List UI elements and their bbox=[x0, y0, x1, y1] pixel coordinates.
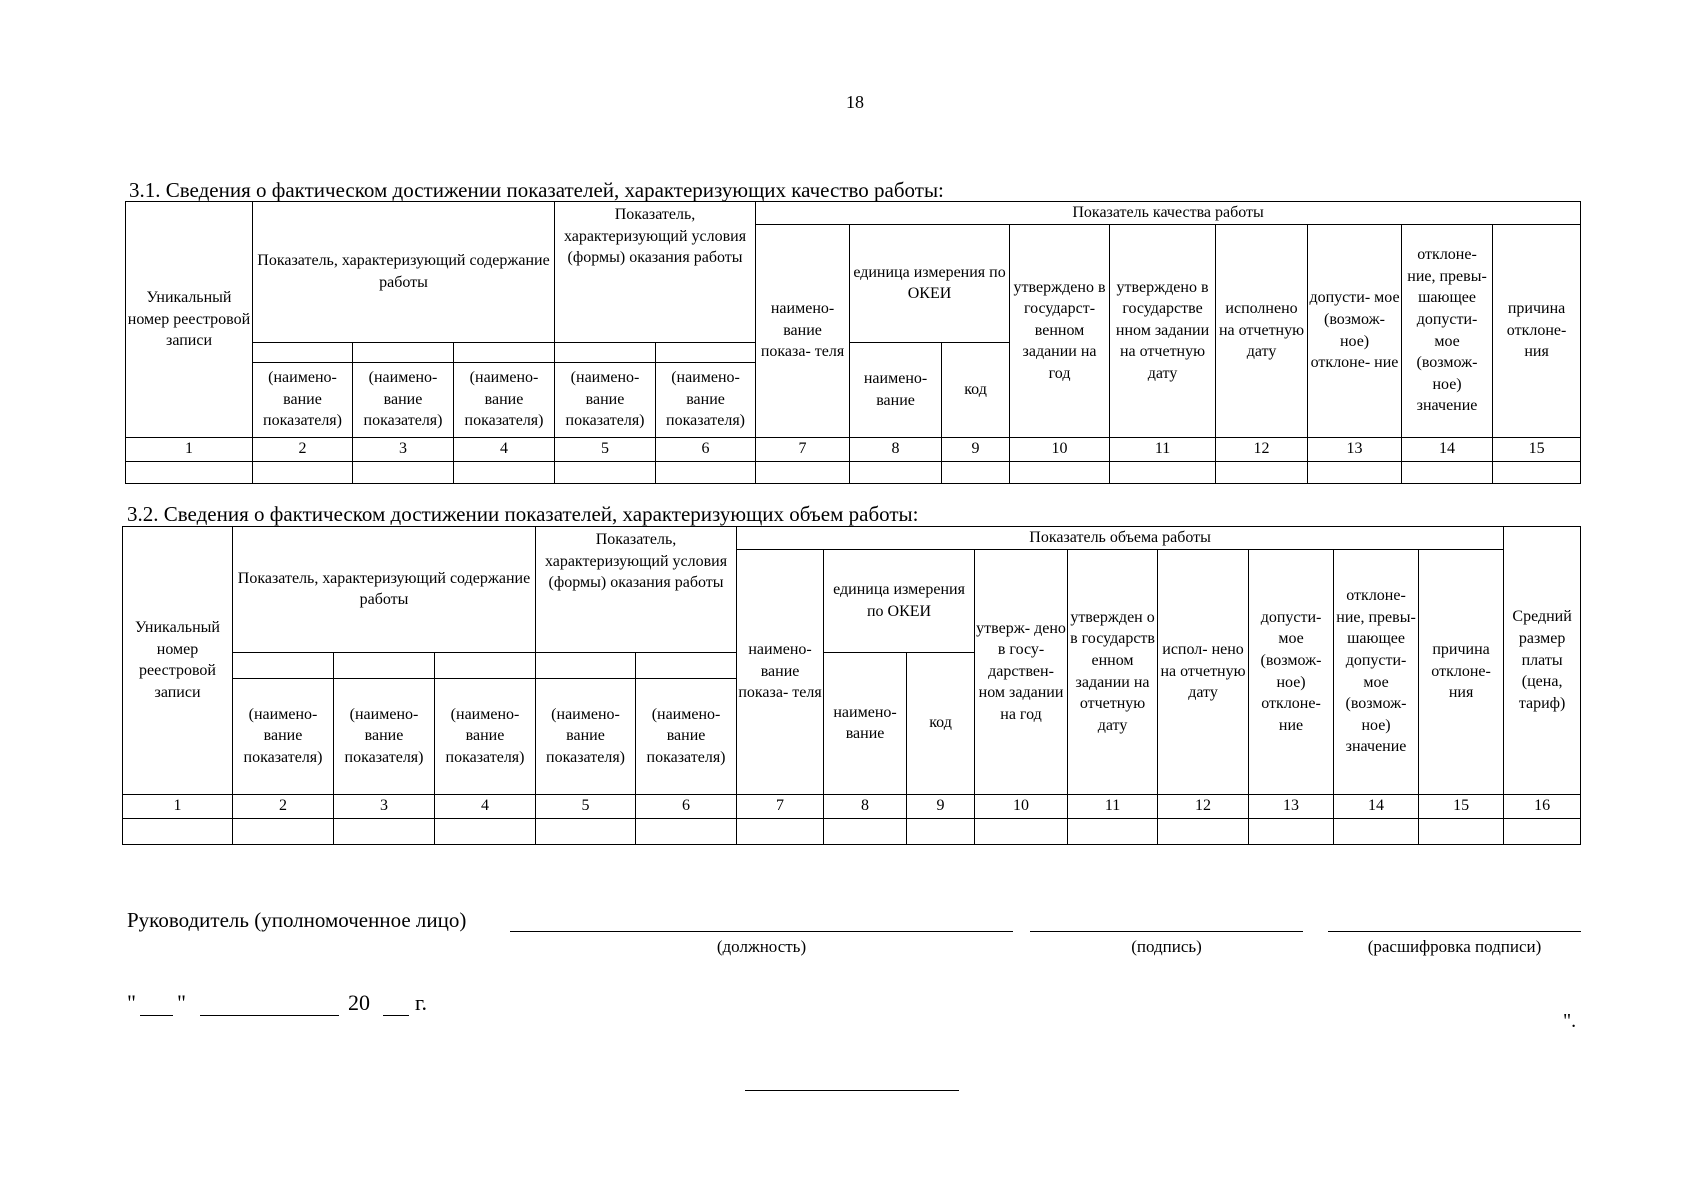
data-cell[interactable] bbox=[1504, 818, 1581, 844]
header-condition-indicator: Показатель, характеризующий условия (формы) оказания работы bbox=[536, 527, 737, 653]
condition-sub-blank bbox=[656, 342, 756, 362]
year-line[interactable] bbox=[383, 1015, 409, 1016]
data-cell[interactable] bbox=[1158, 818, 1249, 844]
data-cell[interactable] bbox=[536, 818, 636, 844]
content-sub-name: (наимено- вание показателя) bbox=[334, 678, 435, 794]
column-number: 10 bbox=[1010, 437, 1110, 461]
content-sub-blank bbox=[334, 652, 435, 678]
data-cell[interactable] bbox=[334, 818, 435, 844]
position-line[interactable] bbox=[510, 931, 1013, 932]
column-number: 15 bbox=[1493, 437, 1581, 461]
data-cell[interactable] bbox=[1110, 461, 1216, 483]
content-sub-blank bbox=[353, 342, 454, 362]
closing-mark: ". bbox=[1563, 1010, 1577, 1032]
decryption-line[interactable] bbox=[1328, 931, 1581, 932]
column-number: 4 bbox=[435, 794, 536, 818]
data-cell[interactable] bbox=[253, 461, 353, 483]
column-number: 3 bbox=[334, 794, 435, 818]
day-line[interactable] bbox=[140, 1015, 173, 1016]
column-number: 9 bbox=[942, 437, 1010, 461]
section-3-1-title: 3.1. Сведения о фактическом достижении показателей, характеризующих качество работы: bbox=[129, 178, 944, 202]
column-number: 7 bbox=[756, 437, 850, 461]
data-cell[interactable] bbox=[1068, 818, 1158, 844]
header-reason: причина отклоне- ния bbox=[1493, 224, 1581, 437]
header-unit: единица измерения по ОКЕИ bbox=[824, 549, 975, 652]
end-divider bbox=[745, 1090, 959, 1091]
column-number: 16 bbox=[1504, 794, 1581, 818]
data-cell[interactable] bbox=[126, 461, 253, 483]
column-number: 12 bbox=[1216, 437, 1308, 461]
section-3-2-title: 3.2. Сведения о фактическом достижении показателей, характеризующих объем работы: bbox=[127, 502, 919, 526]
data-cell[interactable] bbox=[656, 461, 756, 483]
data-cell[interactable] bbox=[1334, 818, 1419, 844]
header-executed: испол- нено на отчетную дату bbox=[1158, 549, 1249, 794]
quality-table bbox=[125, 201, 1581, 484]
content-sub-blank bbox=[253, 342, 353, 362]
condition-sub-name: (наимено- вание показателя) bbox=[656, 362, 756, 437]
date-quote-open: " bbox=[127, 990, 136, 1015]
condition-sub-blank bbox=[636, 652, 737, 678]
header-indicator-name: наимено- вание показа- теля bbox=[737, 549, 824, 794]
condition-sub-name: (наимено- вание показателя) bbox=[636, 678, 737, 794]
signature-label: Руководитель (уполномоченное лицо) bbox=[127, 908, 467, 932]
data-cell[interactable] bbox=[1493, 461, 1581, 483]
header-approved-date: утверждено в государстве нном задании на отчетную дату bbox=[1110, 224, 1216, 437]
data-cell[interactable] bbox=[233, 818, 334, 844]
year-prefix: 20 bbox=[348, 990, 370, 1015]
header-approved-year: утверждено в государст- венном задании на год bbox=[1010, 224, 1110, 437]
column-number: 10 bbox=[975, 794, 1068, 818]
table-row bbox=[126, 461, 1581, 483]
page-number: 18 bbox=[846, 92, 864, 112]
header-allowed-deviation: допусти- мое (возмож- ное) отклоне- ние bbox=[1249, 549, 1334, 794]
column-number: 14 bbox=[1334, 794, 1419, 818]
condition-sub-blank bbox=[536, 652, 636, 678]
condition-sub-name: (наимено- вание показателя) bbox=[536, 678, 636, 794]
data-cell[interactable] bbox=[555, 461, 656, 483]
header-allowed-deviation: допусти- мое (возмож- ное) отклоне- ние bbox=[1308, 224, 1402, 437]
signature-line[interactable] bbox=[1030, 931, 1303, 932]
column-number: 13 bbox=[1249, 794, 1334, 818]
condition-sub-blank bbox=[555, 342, 656, 362]
data-cell[interactable] bbox=[942, 461, 1010, 483]
year-suffix: г. bbox=[415, 990, 428, 1015]
column-number: 1 bbox=[123, 794, 233, 818]
header-unit: единица измерения по ОКЕИ bbox=[850, 224, 1010, 342]
header-approved-year: утверж- дено в госу- дарствен- ном задании на год bbox=[975, 549, 1068, 794]
column-number: 3 bbox=[353, 437, 454, 461]
header-unique-number: Уникальный номер реестровой записи bbox=[123, 527, 233, 795]
table-row bbox=[123, 818, 1581, 844]
content-sub-name: (наимено- вание показателя) bbox=[435, 678, 536, 794]
data-cell[interactable] bbox=[1249, 818, 1334, 844]
content-sub-blank bbox=[233, 652, 334, 678]
header-unit-code: код bbox=[942, 342, 1010, 437]
header-unit-code: код bbox=[907, 652, 975, 794]
column-number: 15 bbox=[1419, 794, 1504, 818]
column-number: 13 bbox=[1308, 437, 1402, 461]
column-number: 5 bbox=[555, 437, 656, 461]
header-volume-group: Показатель объема работы bbox=[737, 527, 1504, 550]
header-executed: исполнено на отчетную дату bbox=[1216, 224, 1308, 437]
column-number: 6 bbox=[656, 437, 756, 461]
header-exceeding-deviation: отклоне- ние, превы- шающее допусти- мое (возмож- ное) значение bbox=[1402, 224, 1493, 437]
header-unit-name: наимено- вание bbox=[824, 652, 907, 794]
data-cell[interactable] bbox=[353, 461, 454, 483]
data-cell[interactable] bbox=[907, 818, 975, 844]
header-unique-number: Уникальный номер реестровой записи bbox=[126, 202, 253, 438]
data-cell[interactable] bbox=[850, 461, 942, 483]
volume-table bbox=[122, 526, 1581, 845]
data-cell[interactable] bbox=[1308, 461, 1402, 483]
column-number: 6 bbox=[636, 794, 737, 818]
condition-sub-name: (наимено- вание показателя) bbox=[555, 362, 656, 437]
content-sub-name: (наимено- вание показателя) bbox=[253, 362, 353, 437]
content-sub-name: (наимено- вание показателя) bbox=[353, 362, 454, 437]
column-number: 14 bbox=[1402, 437, 1493, 461]
data-cell[interactable] bbox=[1402, 461, 1493, 483]
header-quality-group: Показатель качества работы bbox=[756, 202, 1581, 225]
column-number: 8 bbox=[850, 437, 942, 461]
date-quote-close: " bbox=[177, 990, 186, 1015]
header-unit-name: наимено- вание bbox=[850, 342, 942, 437]
signature-caption: (подпись) bbox=[1131, 937, 1202, 956]
header-content-indicator: Показатель, характеризующий содержание работы bbox=[233, 527, 536, 653]
column-number: 12 bbox=[1158, 794, 1249, 818]
column-number: 11 bbox=[1110, 437, 1216, 461]
month-line[interactable] bbox=[200, 1015, 339, 1016]
column-number: 7 bbox=[737, 794, 824, 818]
data-cell[interactable] bbox=[636, 818, 737, 844]
column-number: 2 bbox=[253, 437, 353, 461]
data-cell[interactable] bbox=[123, 818, 233, 844]
position-caption: (должность) bbox=[716, 937, 807, 956]
header-indicator-name: наимено- вание показа- теля bbox=[756, 224, 850, 437]
data-cell[interactable] bbox=[756, 461, 850, 483]
header-average-fee: Средний размер платы (цена, тариф) bbox=[1504, 527, 1581, 795]
data-cell[interactable] bbox=[1419, 818, 1504, 844]
decryption-caption: (расшифровка подписи) bbox=[1367, 937, 1542, 956]
data-cell[interactable] bbox=[435, 818, 536, 844]
content-sub-name: (наимено- вание показателя) bbox=[454, 362, 555, 437]
content-sub-blank bbox=[435, 652, 536, 678]
column-number: 8 bbox=[824, 794, 907, 818]
data-cell[interactable] bbox=[1010, 461, 1110, 483]
data-cell[interactable] bbox=[975, 818, 1068, 844]
column-number: 11 bbox=[1068, 794, 1158, 818]
data-cell[interactable] bbox=[824, 818, 907, 844]
data-cell[interactable] bbox=[737, 818, 824, 844]
header-reason: причина отклоне- ния bbox=[1419, 549, 1504, 794]
data-cell[interactable] bbox=[1216, 461, 1308, 483]
data-cell[interactable] bbox=[454, 461, 555, 483]
column-number: 1 bbox=[126, 437, 253, 461]
header-approved-date: утвержден о в государств енном задании на отчетную дату bbox=[1068, 549, 1158, 794]
column-number: 5 bbox=[536, 794, 636, 818]
header-condition-indicator: Показатель, характеризующий условия (формы) оказания работы bbox=[555, 202, 756, 343]
header-exceeding-deviation: отклоне- ние, превы- шающее допусти- мое (возмож- ное) значение bbox=[1334, 549, 1419, 794]
content-sub-blank bbox=[454, 342, 555, 362]
content-sub-name: (наимено- вание показателя) bbox=[233, 678, 334, 794]
column-number: 4 bbox=[454, 437, 555, 461]
column-number: 2 bbox=[233, 794, 334, 818]
header-content-indicator: Показатель, характеризующий содержание работы bbox=[253, 202, 555, 343]
column-number: 9 bbox=[907, 794, 975, 818]
